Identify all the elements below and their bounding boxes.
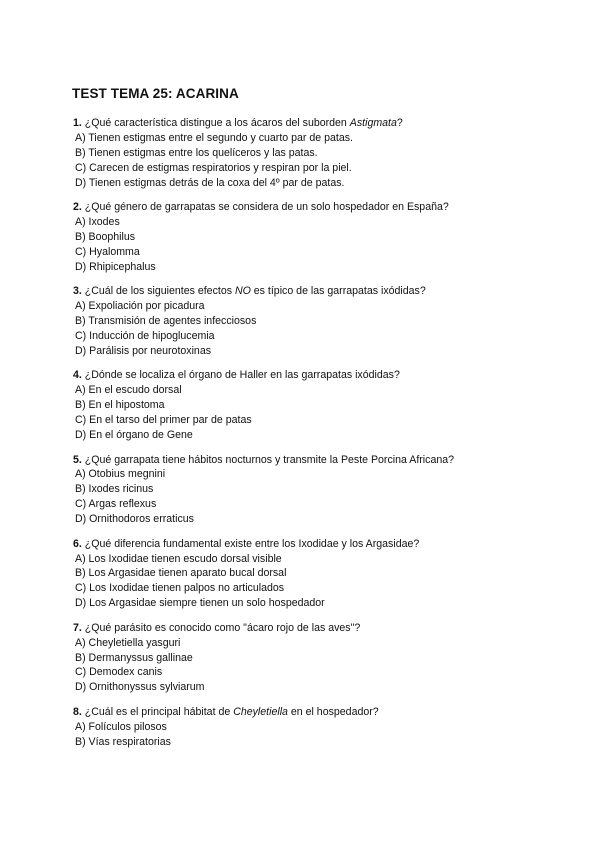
- question-stem: ¿Cuál es el principal hábitat de: [81, 705, 234, 718]
- question-3: [73, 284, 553, 359]
- question-stem-end: es típico de las garrapatas ixódidas?: [250, 285, 426, 298]
- question-text: [73, 453, 553, 468]
- answer-option: B) Vías respiratorias: [75, 735, 171, 748]
- answer-option: B) Boophilus: [75, 230, 136, 243]
- answer-option: D) En el órgano de Gene: [75, 429, 193, 441]
- answer-option: C) Hyalomma: [75, 245, 140, 258]
- question-stem: ¿Qué diferencia fundamental existe entre los Ixodidae y los Argasidae?: [81, 537, 420, 550]
- question-stem: ¿Qué característica distingue a los ácaros del suborden: [81, 117, 350, 129]
- question-number: 8.: [73, 705, 82, 718]
- answer-option: C) Carecen de estigmas respiratorios y respiran por la piel.: [75, 161, 352, 174]
- answer-option: C) Argas reflexus: [75, 498, 157, 511]
- answer-option: C) Demodex canis: [75, 666, 163, 679]
- question-number: 3.: [73, 285, 82, 298]
- answer-option: D) Parálisis por neurotoxinas: [75, 344, 212, 357]
- answer-option: D) Tienen estigmas detrás de la coxa del 4º par de patas.: [75, 176, 345, 189]
- answer-option: A) Folículos pilosos: [75, 720, 167, 733]
- question-number: 4.: [73, 369, 82, 382]
- question-text: [73, 116, 553, 131]
- question-emphasis: Cheyletiella: [233, 705, 288, 718]
- answer-option: A) Ixodes: [75, 216, 120, 229]
- question-text: [73, 705, 553, 720]
- answer-option: B) En el hipostoma: [75, 399, 165, 412]
- question-stem-end: en el hospedador?: [287, 705, 379, 718]
- question-stem: ¿Cuál de los siguientes efectos: [81, 285, 235, 298]
- question-stem: ¿Qué garrapata tiene hábitos nocturnos y transmite la Peste Porcina Africana?: [81, 453, 455, 466]
- answer-option: C) Los Ixodidae tienen palpos no articulados: [75, 582, 285, 595]
- question-text: [73, 368, 553, 383]
- answer-option: C) En el tarso del primer par de patas: [75, 414, 252, 427]
- answer-option: A) Tienen estigmas entre el segundo y cuarto par de patas.: [75, 131, 353, 144]
- answer-option: A) Cheyletiella yasguri: [75, 636, 181, 649]
- question-2: [73, 200, 553, 275]
- answer-option: D) Los Argasidae siempre tienen un solo hospedador: [75, 597, 325, 610]
- question-number: 5.: [73, 453, 82, 466]
- question-stem: ¿Dónde se localiza el órgano de Haller en las garrapatas ixódidas?: [81, 369, 400, 382]
- question-stem: ¿Qué género de garrapatas se considera de un solo hospedador en España?: [81, 201, 449, 214]
- answer-option: A) En el escudo dorsal: [75, 384, 182, 397]
- answer-option: A) Expoliación por picadura: [75, 300, 205, 313]
- question-list: [73, 116, 553, 759]
- question-7: [73, 621, 553, 696]
- question-emphasis: Astigmata: [349, 117, 397, 129]
- question-number: 2.: [73, 201, 82, 214]
- question-stem: ¿Qué parásito es conocido como "ácaro rojo de las aves"?: [81, 621, 361, 634]
- answer-option: B) Transmisión de agentes infecciosos: [75, 315, 257, 328]
- question-8: [73, 705, 553, 750]
- answer-option: D) Ornithonyssus sylviarum: [75, 681, 205, 694]
- question-6: [73, 537, 553, 612]
- question-number: 7.: [73, 621, 82, 634]
- answer-option: B) Tienen estigmas entre los quelíceros y las patas.: [75, 146, 318, 159]
- answer-option: D) Ornithodoros erraticus: [75, 513, 194, 526]
- answer-option: A) Otobius megnini: [75, 468, 166, 481]
- question-1: [73, 116, 553, 191]
- question-text: [73, 537, 553, 552]
- question-number: 1.: [73, 117, 82, 129]
- answer-option: B) Dermanyssus gallinae: [75, 651, 193, 664]
- question-emphasis: NO: [234, 285, 251, 298]
- document-title: TEST TEMA 25: ACARINA: [72, 86, 239, 101]
- question-text: [73, 200, 553, 215]
- question-number: 6.: [73, 537, 82, 550]
- answer-option: B) Los Argasidae tienen aparato bucal dorsal: [75, 567, 287, 580]
- question-text: [73, 621, 553, 636]
- answer-option: C) Inducción de hipoglucemia: [75, 329, 215, 342]
- question-text: [73, 284, 553, 299]
- answer-option: B) Ixodes ricinus: [75, 483, 154, 496]
- question-stem-end: ?: [396, 117, 403, 129]
- answer-option: A) Los Ixodidae tienen escudo dorsal visible: [75, 552, 282, 565]
- answer-option: D) Rhipicephalus: [75, 260, 156, 273]
- question-5: [73, 453, 553, 528]
- question-4: [73, 368, 553, 443]
